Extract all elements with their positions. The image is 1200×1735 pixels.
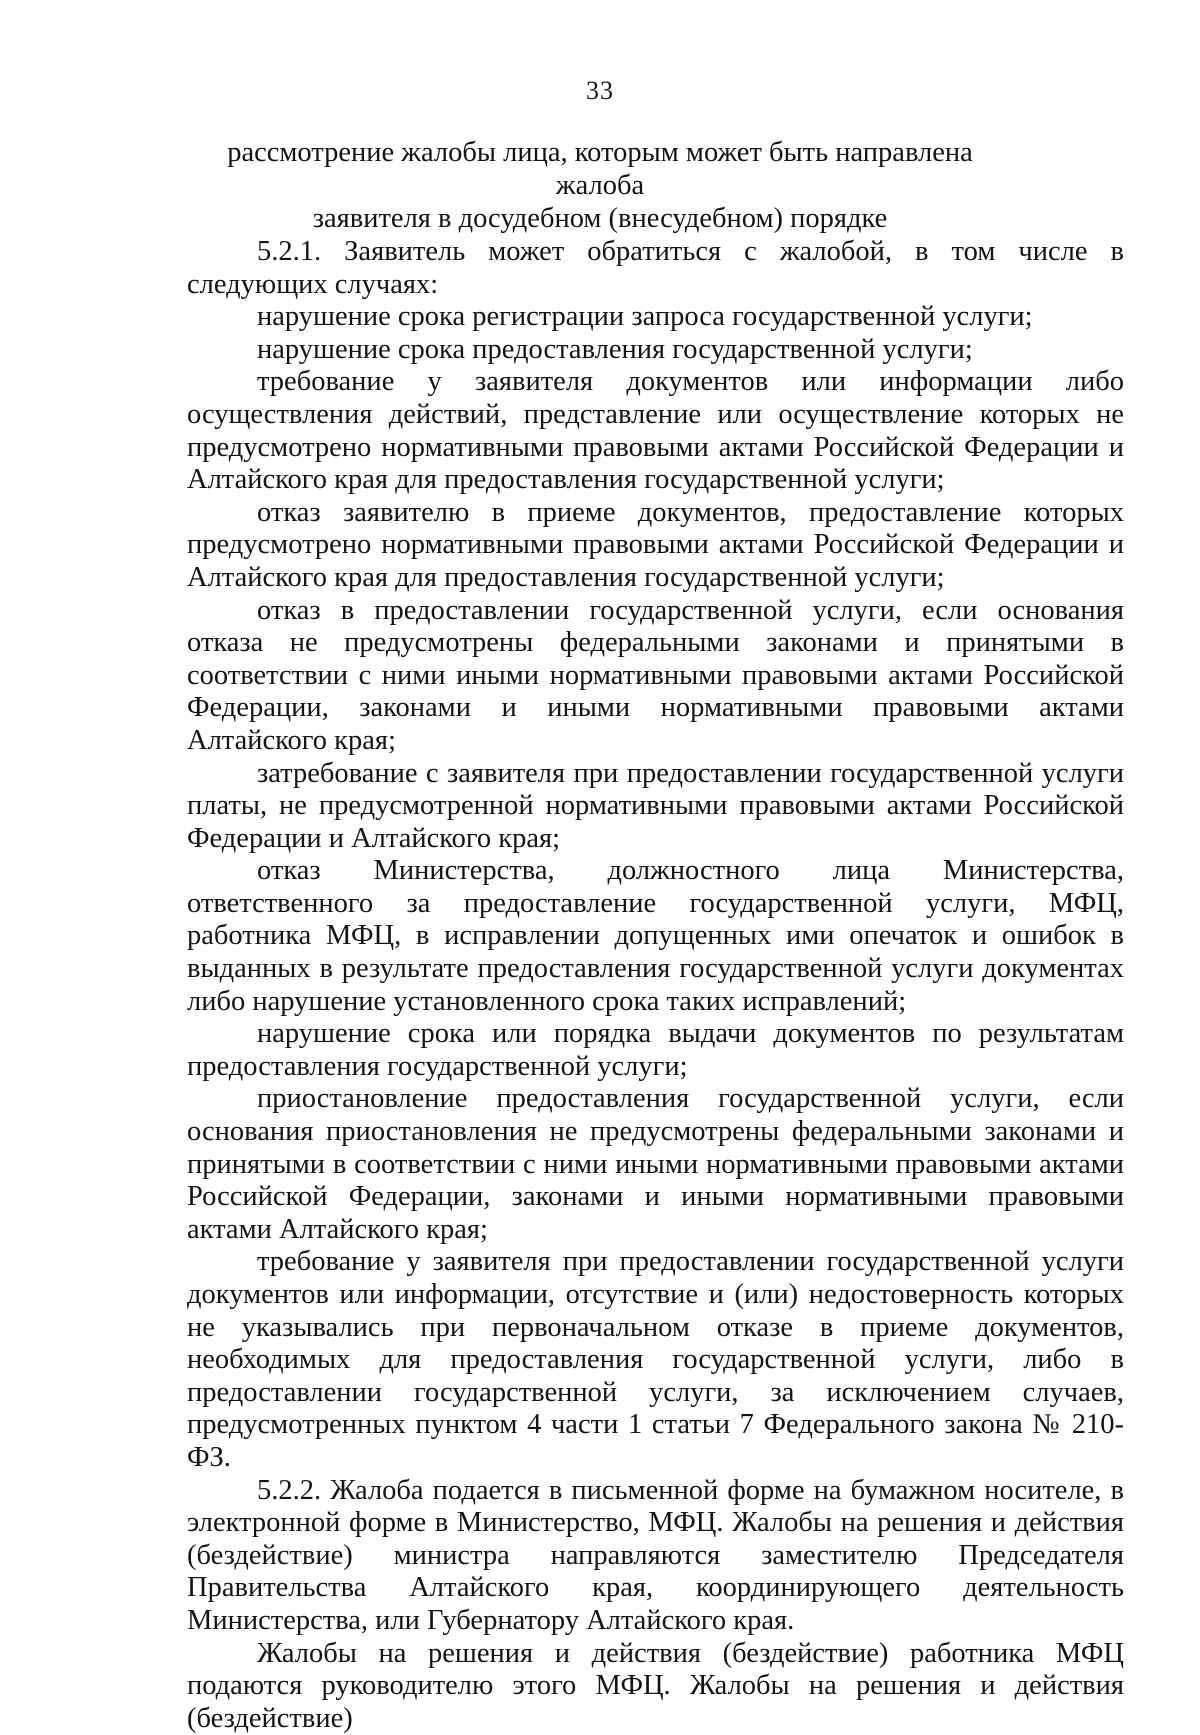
- page-number: 33: [586, 76, 614, 105]
- paragraph-registration-violation: нарушение срока регистрации запроса государственной услуги;: [257, 301, 1033, 333]
- paragraph-refusal-service: отказ в предоставлении государственной услуги, если основания отказа не предусмотрены федеральными законами и принятыми в соответствии с ними иными нормативными правовыми актами Российской Федерации, законами и иными нормативными правовыми актами Алтайского края;: [187, 594, 1124, 756]
- paragraph-suspension: приостановление предоставления государственной услуги, если основания приостановления не предусмотрены федеральными законами и принятыми в соответствии с ними иными нормативными правовыми актами Российской Федерации, законами и иными нормативными правовыми актами Алтайского края;: [187, 1083, 1124, 1245]
- paragraph-mfc-complaints: Жалобы на решения и действия (бездействие) работника МФЦ подаются руководителю этого МФЦ. Жалобы на решения и действия (бездействие): [187, 1637, 1124, 1734]
- section-heading: [200, 136, 1000, 235]
- document-body: [187, 236, 1124, 1735]
- heading-line-2: заявителя в досудебном (внесудебном) порядке: [312, 203, 888, 234]
- paragraph-5-2-2: 5.2.2. Жалоба подается в письменной форме на бумажном носителе, в электронной форме в Министерство, МФЦ. Жалобы на решения и действия (бездействие) министра направляются заместителю Председателя Правительства Алтайского края, координирующего деятельность Министерства, или Губернатору Алтайского края.: [187, 1474, 1124, 1636]
- paragraph-term-violation: нарушение срока предоставления государственной услуги;: [257, 333, 973, 365]
- paragraph-5-2-1: 5.2.1. Заявитель может обратиться с жалобой, в том числе в следующих случаях:: [187, 236, 1124, 300]
- paragraph-correction-refusal: отказ Министерства, должностного лица Министерства, ответственного за предоставление государственной услуги, МФЦ, работника МФЦ, в исправлении допущенных ими опечаток и ошибок в выданных в результате предоставления государственной услуги документах либо нарушение установленного срока таких исправлений;: [187, 855, 1124, 1017]
- paragraph-fee-demand: затребование с заявителя при предоставлении государственной услуги платы, не предусмотренной нормативными правовыми актами Российской Федерации и Алтайского края;: [187, 757, 1124, 854]
- heading-line-1: рассмотрение жалобы лица, которым может быть направлена жалоба: [227, 137, 973, 201]
- paragraph-refusal-acceptance: отказ заявителю в приеме документов, предоставление которых предусмотрено нормативными правовыми актами Российской Федерации и Алтайского края для предоставления государственной услуги;: [187, 496, 1124, 593]
- paragraph-issuance-violation: нарушение срока или порядка выдачи документов по результатам предоставления государственной услуги;: [187, 1018, 1124, 1082]
- paragraph-documents-requirement: требование у заявителя документов или информации либо осуществления действий, представление или осуществление которых не предусмотрено нормативными правовыми актами Российской Федерации и Алтайского края для предоставления государственной услуги;: [187, 366, 1124, 496]
- paragraph-additional-documents: требование у заявителя при предоставлении государственной услуги документов или информации, отсутствие и (или) недостоверность которых не указывались при первоначальном отказе в приеме документов, необходимых для предоставления государственной услуги, либо в предоставлении государственной услуги, за исключением случаев, предусмотренных пунктом 4 части 1 статьи 7 Федерального закона № 210-ФЗ.: [187, 1246, 1124, 1473]
